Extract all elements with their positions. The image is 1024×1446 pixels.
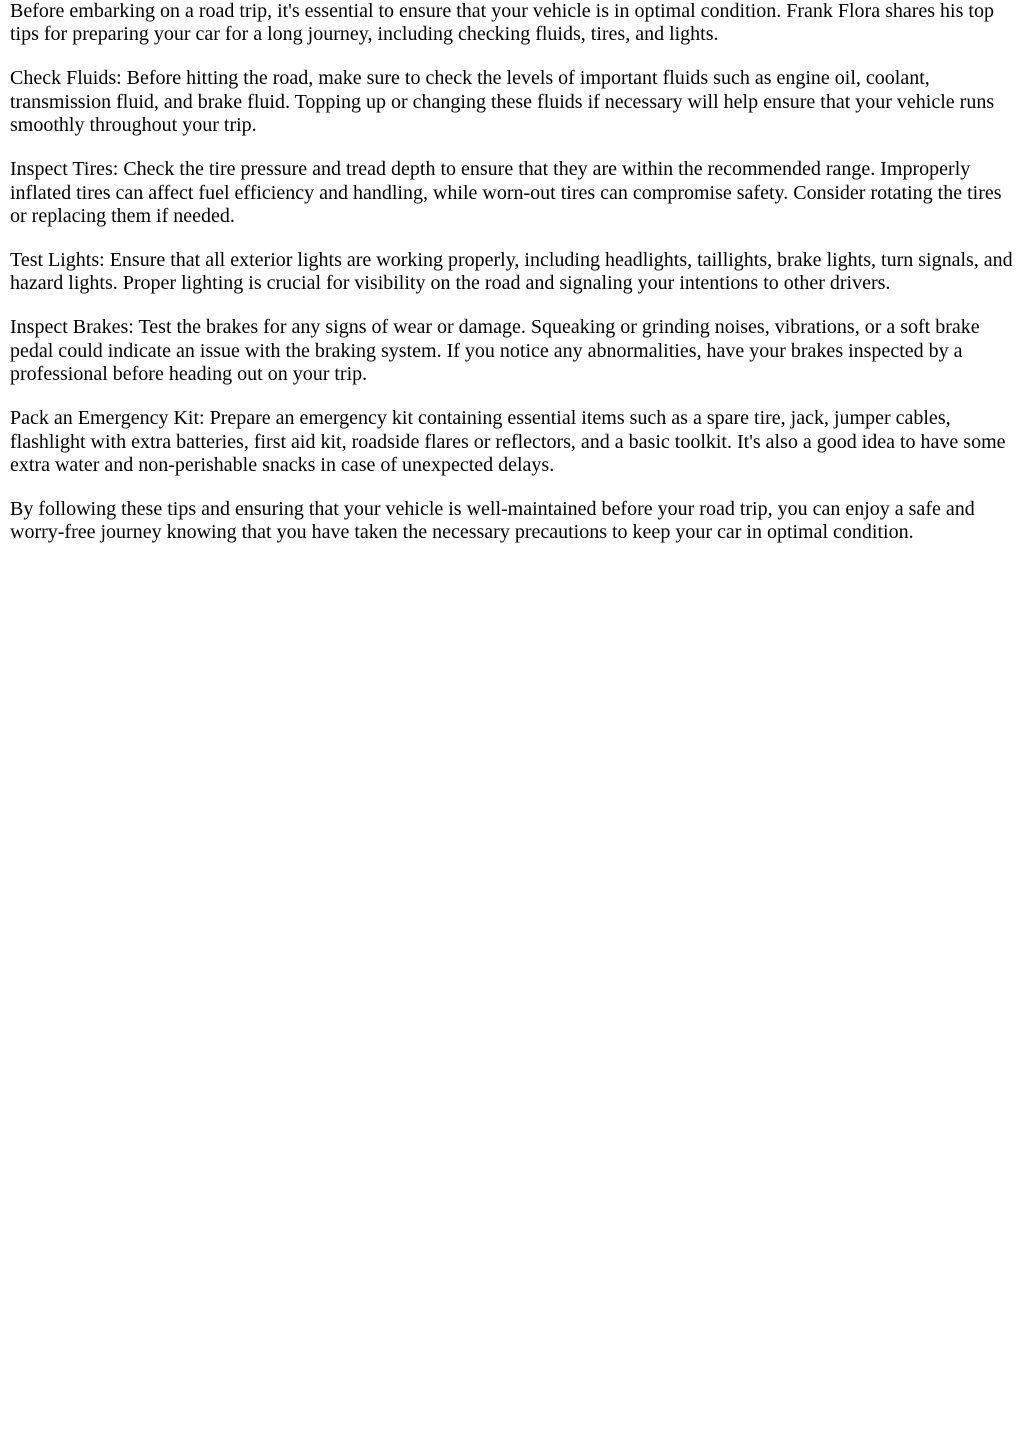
inspect-brakes-paragraph: Inspect Brakes: Test the brakes for any signs of wear or damage. Squeaking or grinding noises, vibrations, or a soft brake pedal could indicate an issue with the braking system. If you notice any abnormalities, have your brakes inspected by a professional before heading out on your trip. bbox=[10, 316, 980, 386]
article-body bbox=[10, 0, 1014, 545]
check-fluids-paragraph: Check Fluids: Before hitting the road, make sure to check the levels of important fluids such as engine oil, coolant, transmission fluid, and brake fluid. Topping up or changing these fluids if necessary will help ensure that your vehicle runs smoothly throughout your trip. bbox=[10, 67, 995, 137]
test-lights-paragraph: Test Lights: Ensure that all exterior lights are working properly, including headlights, taillights, brake lights, turn signals, and hazard lights. Proper lighting is crucial for visibility on the road and signaling your intentions to other drivers. bbox=[10, 249, 1013, 295]
inspect-tires-paragraph: Inspect Tires: Check the tire pressure and tread depth to ensure that they are within the recommended range. Improperly inflated tires can affect fuel efficiency and handling, while worn-out tires can compromise safety. Consider rotating the tires or replacing them if needed. bbox=[10, 158, 1002, 228]
emergency-kit-paragraph: Pack an Emergency Kit: Prepare an emergency kit containing essential items such as a spare tire, jack, jumper cables, flashlight with extra batteries, first aid kit, roadside flares or reflectors, and a basic toolkit. It's also a good idea to have some extra water and non-perishable snacks in case of unexpected delays. bbox=[10, 407, 1006, 477]
intro-paragraph: Before embarking on a road trip, it's essential to ensure that your vehicle is in optimal condition. Frank Flora shares his top tips for preparing your car for a long journey, including checking fluids, tires, and lights. bbox=[10, 0, 994, 46]
conclusion-paragraph: By following these tips and ensuring that your vehicle is well-maintained before your road trip, you can enjoy a safe and worry-free journey knowing that you have taken the necessary precautions to keep your car in optimal condition. bbox=[10, 498, 975, 544]
